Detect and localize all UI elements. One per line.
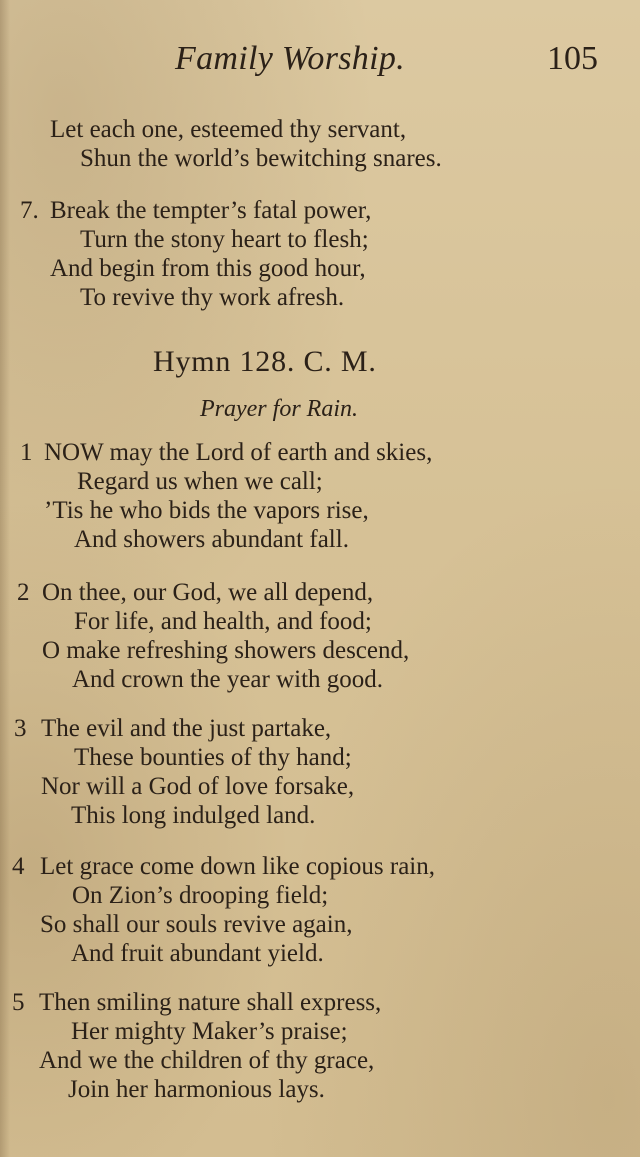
verse-line: And we the children of thy grace, xyxy=(39,1047,375,1074)
verse-line: Her mighty Maker’s praise; xyxy=(71,1018,348,1045)
verse-line: ’Tis he who bids the vapors rise, xyxy=(44,497,369,524)
verse-line: This long indulged land. xyxy=(71,802,316,829)
running-title: Family Worship. xyxy=(175,40,405,77)
verse-line: And fruit abundant yield. xyxy=(71,940,324,967)
verse-line: Then smiling nature shall express, xyxy=(39,989,382,1016)
verse-line: Turn the stony heart to flesh; xyxy=(80,226,369,253)
verse-line: And showers abundant fall. xyxy=(74,526,349,553)
hymn-heading: Hymn 128. C. M. xyxy=(153,345,377,378)
verse-line: To revive thy work afresh. xyxy=(80,284,345,311)
stanza-number: 2 xyxy=(17,579,30,606)
verse-line: Let each one, esteemed thy servant, xyxy=(50,116,407,143)
page-header xyxy=(0,40,640,90)
verse-line: The evil and the just partake, xyxy=(41,715,332,742)
verse-line: O make refreshing showers descend, xyxy=(42,637,410,664)
hymn-subtitle: Prayer for Rain. xyxy=(200,396,358,422)
verse-line: For life, and health, and food; xyxy=(74,608,372,635)
verse-line: These bounties of thy hand; xyxy=(74,744,352,771)
verse-line: On Zion’s drooping field; xyxy=(72,882,329,909)
stanza-number: 4 xyxy=(12,853,25,880)
verse-line: NOW may the Lord of earth and skies, xyxy=(44,439,433,466)
verse-line: Regard us when we call; xyxy=(77,468,323,495)
verse-line: Nor will a God of love forsake, xyxy=(41,773,355,800)
verse-line: Break the tempter’s fatal power, xyxy=(50,197,372,224)
verse-line: And begin from this good hour, xyxy=(50,255,366,282)
stanza-number: 7. xyxy=(20,197,39,224)
verse-line: On thee, our God, we all depend, xyxy=(42,579,374,606)
stanza-number: 5 xyxy=(12,989,25,1016)
verse-line: Join her harmonious lays. xyxy=(68,1076,325,1103)
verse-line: So shall our souls revive again, xyxy=(40,911,353,938)
verse-line: Shun the world’s bewitching snares. xyxy=(80,145,442,172)
verse-line: And crown the year with good. xyxy=(72,666,384,693)
page-number: 105 xyxy=(547,40,598,77)
stanza-number: 3 xyxy=(14,715,27,742)
verse-line: Let grace come down like copious rain, xyxy=(40,853,435,880)
stanza-number: 1 xyxy=(20,439,33,466)
